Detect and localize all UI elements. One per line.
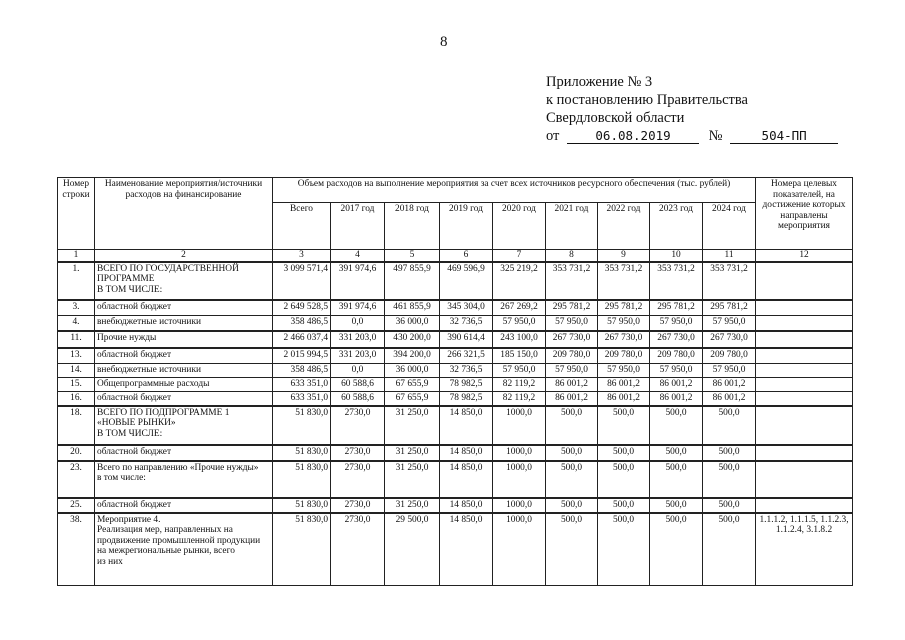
value-cell: 86 001,2 [650, 378, 703, 392]
value-cell: 0,0 [331, 316, 385, 331]
value-cell: 57 950,0 [703, 316, 756, 331]
value-cell: 57 950,0 [546, 364, 598, 378]
value-cell: 31 250,0 [385, 498, 440, 513]
value-cell: 500,0 [703, 445, 756, 461]
value-cell: 51 830,0 [273, 498, 331, 513]
value-cell: 353 731,2 [546, 262, 598, 300]
row-name: областной бюджет [95, 348, 273, 364]
value-cell: 86 001,2 [650, 392, 703, 406]
header-volume: Объем расходов на выполнение мероприятия за счет всех источников ресурсного обеспечения (тыс. рублей) [273, 178, 756, 203]
value-cell: 461 855,9 [385, 300, 440, 316]
indicator-cell [756, 364, 853, 378]
value-cell: 267 730,0 [650, 331, 703, 348]
indicator-cell [756, 331, 853, 348]
table-row [58, 392, 853, 406]
value-cell: 500,0 [703, 406, 756, 445]
appendix-region: Свердловской области [546, 110, 685, 126]
value-cell: 2 649 528,5 [273, 300, 331, 316]
value-cell: 2 015 994,5 [273, 348, 331, 364]
column-number: 9 [598, 250, 650, 262]
value-cell: 267 730,0 [703, 331, 756, 348]
value-cell: 391 974,6 [331, 262, 385, 300]
row-name: областной бюджет [95, 498, 273, 513]
row-name: внебюджетные источники [95, 316, 273, 331]
row-name: Прочие нужды [95, 331, 273, 348]
value-cell: 31 250,0 [385, 406, 440, 445]
value-cell: 390 614,4 [440, 331, 493, 348]
value-cell: 57 950,0 [703, 364, 756, 378]
value-cell: 391 974,6 [331, 300, 385, 316]
value-cell: 267 730,0 [546, 331, 598, 348]
value-cell: 51 830,0 [273, 513, 331, 586]
value-cell: 209 780,0 [598, 348, 650, 364]
table-row [58, 445, 853, 461]
value-cell: 36 000,0 [385, 316, 440, 331]
value-cell: 500,0 [703, 461, 756, 498]
value-cell: 500,0 [598, 406, 650, 445]
value-cell: 86 001,2 [546, 392, 598, 406]
row-number: 25. [58, 498, 95, 513]
row-name: Всего по направлению «Прочие нужды» в том числе: [95, 461, 273, 498]
row-number: 14. [58, 364, 95, 378]
row-number: 15. [58, 378, 95, 392]
value-cell: 500,0 [650, 406, 703, 445]
value-cell: 358 486,5 [273, 316, 331, 331]
row-number: 20. [58, 445, 95, 461]
value-cell: 14 850,0 [440, 461, 493, 498]
value-cell: 353 731,2 [703, 262, 756, 300]
value-cell: 1000,0 [493, 461, 546, 498]
value-cell: 500,0 [703, 513, 756, 586]
value-cell: 500,0 [546, 406, 598, 445]
date-prefix: от [546, 128, 560, 144]
indicator-cell [756, 378, 853, 392]
value-cell: 500,0 [598, 498, 650, 513]
header-2021: 2021 год [546, 203, 598, 250]
value-cell: 60 588,6 [331, 378, 385, 392]
value-cell: 29 500,0 [385, 513, 440, 586]
value-cell: 500,0 [650, 461, 703, 498]
value-cell: 331 203,0 [331, 348, 385, 364]
value-cell: 86 001,2 [703, 392, 756, 406]
column-number: 7 [493, 250, 546, 262]
value-cell: 1000,0 [493, 445, 546, 461]
value-cell: 32 736,5 [440, 364, 493, 378]
table-row [58, 406, 853, 445]
indicator-cell [756, 348, 853, 364]
value-cell: 14 850,0 [440, 498, 493, 513]
header-2022: 2022 год [598, 203, 650, 250]
value-cell: 1000,0 [493, 513, 546, 586]
row-name: внебюджетные источники [95, 364, 273, 378]
appendix-date-line [546, 127, 838, 145]
value-cell: 3 099 571,4 [273, 262, 331, 300]
indicator-cell [756, 262, 853, 300]
value-cell: 295 781,2 [703, 300, 756, 316]
header-2019: 2019 год [440, 203, 493, 250]
value-cell: 267 269,2 [493, 300, 546, 316]
indicator-cell [756, 445, 853, 461]
value-cell: 500,0 [546, 445, 598, 461]
row-name: Общепрограммные расходы [95, 378, 273, 392]
value-cell: 14 850,0 [440, 406, 493, 445]
value-cell: 394 200,0 [385, 348, 440, 364]
value-cell: 500,0 [546, 513, 598, 586]
column-number: 4 [331, 250, 385, 262]
value-cell: 51 830,0 [273, 461, 331, 498]
value-cell: 86 001,2 [598, 392, 650, 406]
indicator-cell [756, 392, 853, 406]
value-cell: 500,0 [598, 513, 650, 586]
row-number: 18. [58, 406, 95, 445]
value-cell: 86 001,2 [703, 378, 756, 392]
value-cell: 67 655,9 [385, 392, 440, 406]
value-cell: 86 001,2 [546, 378, 598, 392]
column-number: 6 [440, 250, 493, 262]
value-cell: 78 982,5 [440, 378, 493, 392]
row-name: областной бюджет [95, 300, 273, 316]
column-number: 3 [273, 250, 331, 262]
indicator-cell [756, 498, 853, 513]
value-cell: 1000,0 [493, 498, 546, 513]
row-number: 38. [58, 513, 95, 586]
row-number: 4. [58, 316, 95, 331]
value-cell: 2730,0 [331, 406, 385, 445]
value-cell: 500,0 [546, 498, 598, 513]
value-cell: 14 850,0 [440, 445, 493, 461]
value-cell: 185 150,0 [493, 348, 546, 364]
header-row-no: Номер строки [58, 178, 95, 250]
value-cell: 82 119,2 [493, 378, 546, 392]
table-row [58, 461, 853, 498]
value-cell: 2730,0 [331, 498, 385, 513]
value-cell: 2730,0 [331, 445, 385, 461]
table-row [58, 498, 853, 513]
table-row [58, 262, 853, 300]
number-prefix: № [708, 128, 723, 144]
value-cell: 2730,0 [331, 513, 385, 586]
value-cell: 331 203,0 [331, 331, 385, 348]
value-cell: 78 982,5 [440, 392, 493, 406]
indicator-cell [756, 406, 853, 445]
column-numbers-row [58, 250, 853, 262]
value-cell: 295 781,2 [546, 300, 598, 316]
value-cell: 2730,0 [331, 461, 385, 498]
value-cell: 295 781,2 [598, 300, 650, 316]
value-cell: 500,0 [650, 498, 703, 513]
value-cell: 500,0 [703, 498, 756, 513]
value-cell: 266 321,5 [440, 348, 493, 364]
value-cell: 209 780,0 [703, 348, 756, 364]
table-row [58, 348, 853, 364]
table-row [58, 378, 853, 392]
value-cell: 67 655,9 [385, 378, 440, 392]
row-number: 16. [58, 392, 95, 406]
page-number: 8 [440, 34, 448, 50]
row-number: 13. [58, 348, 95, 364]
value-cell: 633 351,0 [273, 392, 331, 406]
appendix-title: Приложение № 3 [546, 74, 653, 90]
value-cell: 500,0 [650, 445, 703, 461]
column-number: 1 [58, 250, 95, 262]
column-number: 5 [385, 250, 440, 262]
value-cell: 209 780,0 [546, 348, 598, 364]
row-name: ВСЕГО ПО ПОДПРОГРАММЕ 1 «НОВЫЕ РЫНКИ» В ТОМ ЧИСЛЕ: [95, 406, 273, 445]
value-cell: 57 950,0 [598, 364, 650, 378]
value-cell: 31 250,0 [385, 461, 440, 498]
row-name: ВСЕГО ПО ГОСУДАРСТВЕННОЙ ПРОГРАММЕ В ТОМ ЧИСЛЕ: [95, 262, 273, 300]
indicator-cell: 1.1.1.2, 1.1.1.5, 1.1.2.3, 1.1.2.4, 3.1.8.2 [756, 513, 853, 586]
row-number: 1. [58, 262, 95, 300]
table-row [58, 513, 853, 586]
value-cell: 57 950,0 [650, 364, 703, 378]
value-cell: 14 850,0 [440, 513, 493, 586]
value-cell: 243 100,0 [493, 331, 546, 348]
value-cell: 353 731,2 [598, 262, 650, 300]
column-number: 8 [546, 250, 598, 262]
header-2017: 2017 год [331, 203, 385, 250]
value-cell: 36 000,0 [385, 364, 440, 378]
column-number: 12 [756, 250, 853, 262]
row-number: 11. [58, 331, 95, 348]
value-cell: 57 950,0 [546, 316, 598, 331]
header-2024: 2024 год [703, 203, 756, 250]
column-number: 11 [703, 250, 756, 262]
value-cell: 345 304,0 [440, 300, 493, 316]
row-number: 3. [58, 300, 95, 316]
row-number: 23. [58, 461, 95, 498]
value-cell: 31 250,0 [385, 445, 440, 461]
value-cell: 325 219,2 [493, 262, 546, 300]
value-cell: 358 486,5 [273, 364, 331, 378]
value-cell: 500,0 [598, 445, 650, 461]
value-cell: 500,0 [546, 461, 598, 498]
value-cell: 497 855,9 [385, 262, 440, 300]
row-name: областной бюджет [95, 392, 273, 406]
resolution-number: 504-ПП [730, 129, 838, 144]
value-cell: 0,0 [331, 364, 385, 378]
value-cell: 2 466 037,4 [273, 331, 331, 348]
value-cell: 57 950,0 [598, 316, 650, 331]
value-cell: 209 780,0 [650, 348, 703, 364]
header-2020: 2020 год [493, 203, 546, 250]
value-cell: 295 781,2 [650, 300, 703, 316]
column-number: 2 [95, 250, 273, 262]
value-cell: 353 731,2 [650, 262, 703, 300]
row-name: областной бюджет [95, 445, 273, 461]
appendix-resolution: к постановлению Правительства [546, 92, 748, 108]
value-cell: 267 730,0 [598, 331, 650, 348]
header-total: Всего [273, 203, 331, 250]
table-row [58, 300, 853, 316]
table-row [58, 316, 853, 331]
appendix-block [546, 73, 838, 145]
value-cell: 51 830,0 [273, 445, 331, 461]
header-indicators: Номера целевых показателей, на достижение которых направлены мероприятия [756, 178, 853, 250]
expense-table [57, 177, 853, 586]
value-cell: 57 950,0 [493, 316, 546, 331]
indicator-cell [756, 300, 853, 316]
value-cell: 500,0 [598, 461, 650, 498]
value-cell: 32 736,5 [440, 316, 493, 331]
header-name: Наименование мероприятия/источники расходов на финансирование [95, 178, 273, 250]
value-cell: 500,0 [650, 513, 703, 586]
value-cell: 60 588,6 [331, 392, 385, 406]
value-cell: 633 351,0 [273, 378, 331, 392]
table-row [58, 331, 853, 348]
indicator-cell [756, 316, 853, 331]
indicator-cell [756, 461, 853, 498]
value-cell: 51 830,0 [273, 406, 331, 445]
column-number: 10 [650, 250, 703, 262]
value-cell: 86 001,2 [598, 378, 650, 392]
resolution-date: 06.08.2019 [567, 129, 699, 144]
header-2018: 2018 год [385, 203, 440, 250]
value-cell: 469 596,9 [440, 262, 493, 300]
value-cell: 57 950,0 [650, 316, 703, 331]
row-name: Мероприятие 4. Реализация мер, направленных на продвижение промышленной продукции на межрегиональные рынки, всего из них [95, 513, 273, 586]
value-cell: 430 200,0 [385, 331, 440, 348]
header-2023: 2023 год [650, 203, 703, 250]
value-cell: 82 119,2 [493, 392, 546, 406]
table-row [58, 364, 853, 378]
value-cell: 57 950,0 [493, 364, 546, 378]
value-cell: 1000,0 [493, 406, 546, 445]
